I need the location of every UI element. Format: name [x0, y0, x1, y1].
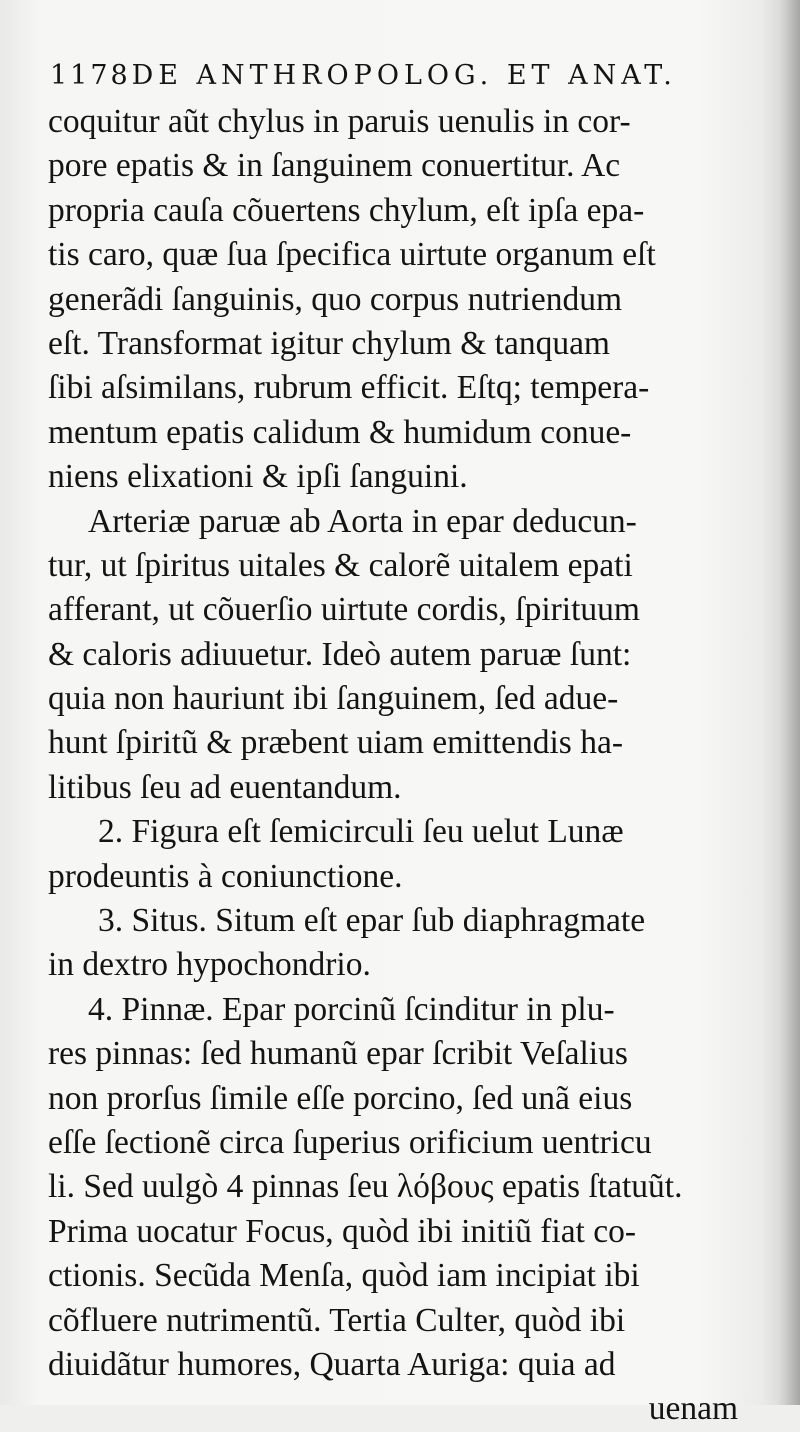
text-line: ſibi aſsimilans, rubrum efficit. Eſtq; tempera- — [48, 369, 650, 407]
text-line: non prorſus ſimile eſſe porcino, ſed unã eius — [48, 1079, 633, 1117]
text-line: tis caro, quæ ſua ſpecifica uirtute organum eſt — [48, 236, 656, 274]
running-head — [50, 60, 770, 100]
text-line: coquitur aũt chylus in paruis uenulis in cor- — [48, 103, 631, 140]
text-line: pore epatis & in ſanguinem conuertitur. Ac — [48, 147, 621, 185]
text-line: li. Sed uulgò 4 pinnas ſeu λόβους epatis ſtatuũt. — [48, 1168, 683, 1206]
text-line: litibus ſeu ad euentandum. — [48, 768, 402, 806]
text-line: hunt ſpiritũ & præbent uiam emittendis ha- — [48, 724, 623, 762]
text-line: mentum epatis calidum & humidum conue- — [48, 413, 632, 451]
body-text — [48, 100, 768, 1432]
text-line: prodeuntis à coniunctione. — [48, 857, 403, 895]
text-line: propria cauſa cõuertens chylum, eſt ipſa epa- — [48, 191, 645, 229]
text-line: quia non hauriunt ibi ſanguinem, ſed adue- — [48, 680, 619, 718]
text-line: ctionis. Secũda Menſa, quòd iam incipiat ibi — [48, 1257, 640, 1295]
text-line: afferant, ut cõuerſio uirtute cordis, ſpirituum — [48, 591, 640, 629]
text-line: 4. Pinnæ. Epar porcinũ ſcinditur in plu- — [88, 990, 615, 1028]
text-line: eſſe ſectionẽ circa ſuperius orificium uentricu — [48, 1123, 652, 1161]
text-line: uenam — [648, 1390, 738, 1428]
text-line: 3. Situs. Situm eſt epar ſub diaphragmate — [98, 902, 646, 940]
text-line: 2. Figura eſt ſemicirculi ſeu uelut Lunæ — [98, 813, 624, 851]
text-line: res pinnas: ſed humanũ epar ſcribit Veſalius — [48, 1035, 628, 1073]
text-line: niens elixationi & ipſi ſanguini. — [48, 458, 468, 496]
page-number: 1178 — [50, 60, 131, 91]
page-edge-shadow — [778, 0, 800, 1405]
text-line: cõfluere nutrimentũ. Tertia Culter, quòd ibi — [48, 1301, 626, 1339]
text-line: Arteriæ paruæ ab Aorta in epar deducun- — [88, 502, 637, 540]
text-line: eſt. Transformat igitur chylum & tanquam — [48, 324, 610, 362]
text-line: Prima uocatur Focus, quòd ibi initiũ fiat co- — [48, 1212, 637, 1250]
running-title: DE ANTHROPOLOG. ET ANAT. — [131, 60, 677, 91]
text-line: in dextro hypochondrio. — [48, 946, 371, 984]
text-line: tur, ut ſpiritus uitales & calorẽ uitalem epati — [48, 546, 633, 584]
text-line: & caloris adiuuetur. Ideò autem paruæ ſunt: — [48, 635, 632, 673]
text-line: generãdi ſanguinis, quo corpus nutriendum — [48, 280, 623, 318]
text-line: diuidãtur humores, Quarta Auriga: quia ad — [48, 1345, 616, 1383]
